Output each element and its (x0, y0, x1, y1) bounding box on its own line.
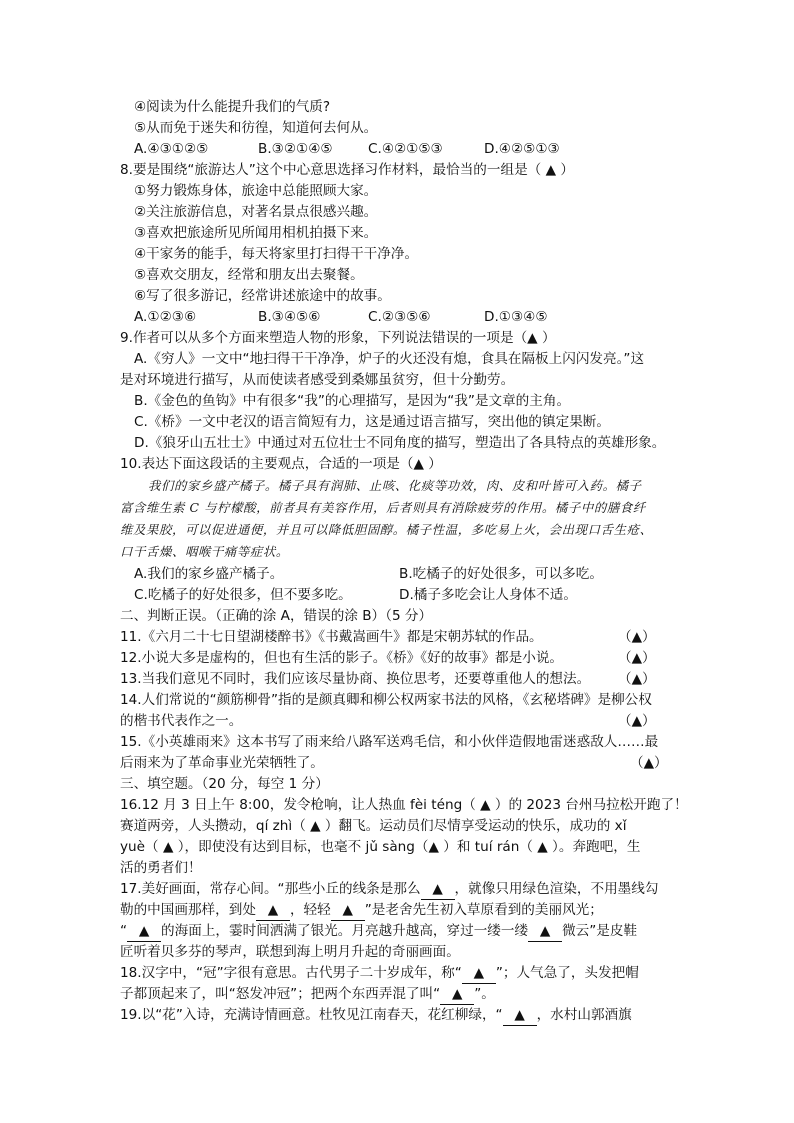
q18-text: 18.汉字中，“冠”字很有意思。古代男子二十岁成年，称“ (120, 965, 462, 981)
q8-option-b[interactable]: B.③④⑤⑥ (258, 309, 321, 325)
q10-option-d[interactable]: D.橘子多吃会让人身体不适。 (399, 587, 577, 603)
q9-option-a[interactable]: A.《穷人》一文中“地扫得干干净净，炉子的火还没有熄，食具在隔板上闪闪发亮。”这 (134, 351, 645, 367)
q17-line-2 (120, 900, 603, 921)
q17-text: 17.美好画面，常存心间。“那些小丘的线条是那么 (120, 881, 421, 897)
q18-line-1 (120, 963, 639, 984)
q9-stem: 9.作者可以从多个方面来塑造人物的形象，下列说法错误的一项是（▲ ） (120, 330, 556, 346)
q17-blank-2[interactable]: ▲ (256, 900, 290, 921)
q8-item-4: ④干家务的能手，每天将家里打扫得干干净净。 (134, 246, 419, 262)
q9-option-d[interactable]: D.《狼牙山五壮士》中通过对五位壮士不同角度的描写，塑造出了各具特点的英雄形象。 (134, 435, 666, 451)
q10-passage-line-4: 口干舌燥、咽喉干痛等症状。 (120, 544, 289, 559)
q17-text: 的海面上，霎时间洒满了银光。月亮越升越高，穿过一缕一缕 (161, 923, 529, 939)
section-3-title: 三、填空题。（20 分，每空 1 分） (120, 776, 329, 792)
q16-line-1: 16.12 月 3 日上午 8:00，发令枪响，让人热血 fèi téng（ ▲ ）的 2023 台州马拉松开跑了！ (120, 797, 688, 813)
q8-stem: 8.要是围绕“旅游达人”这个中心意思选择习作材料，最恰当的一组是（ ▲ ） (120, 162, 574, 178)
q7-item-4: ④阅读为什么能提升我们的气质? (134, 99, 331, 115)
q10-passage-line-3: 维及果胶，可以促进通便，并且可以降低胆固醇。橘子性温，多吃易上火，会出现口舌生疮、 (120, 522, 653, 537)
q17-line-3 (120, 921, 637, 942)
q7-option-a[interactable]: A.④③①②⑤ (134, 141, 209, 157)
q7-option-d[interactable]: D.④②⑤①③ (484, 141, 560, 157)
q8-item-3: ③喜欢把旅途所见所闻用相机拍摄下来。 (134, 225, 378, 241)
q17-blank-4[interactable]: ▲ (127, 921, 161, 942)
q11-answer-mark[interactable]: （▲） (618, 629, 656, 645)
q7-item-5: ⑤从而免于迷失和彷徨，知道何去何从。 (134, 120, 378, 136)
q18-text: ”；人气急了，头发把帽 (495, 965, 639, 981)
q10-option-a[interactable]: A.我们的家乡盛产橘子。 (134, 566, 284, 582)
q19-blank-1[interactable]: ▲ (503, 1005, 537, 1026)
q17-blank-1[interactable]: ▲ (421, 879, 455, 900)
q9-option-c[interactable]: C.《桥》一文中老汉的语言简短有力，这是通过语言描写，突出他的镇定果断。 (134, 414, 610, 430)
q15-text: 15.《小英雄雨来》这本书写了雨来给八路军送鸡毛信，和小伙伴造假地雷迷惑敌人……最 (120, 734, 659, 750)
q17-line-1 (120, 879, 658, 900)
q11-text: 11.《六月二十七日望湖楼醉书》《书戴嵩画牛》都是宋朝苏轼的作品。 (120, 629, 543, 645)
section-2-title: 二、判断正误。（正确的涂 A，错误的涂 B）（5 分） (120, 608, 433, 624)
q17-blank-3[interactable]: ▲ (331, 900, 365, 921)
q17-text: 勒的中国画那样，到处 (120, 902, 256, 918)
q16-line-4: 活的勇者们！ (120, 860, 202, 876)
q13-text: 13.当我们意见不同时，我们应该尽量协商、换位思考，还要尊重他人的想法。 (120, 671, 591, 687)
q15-text-cont: 后雨来为了革命事业光荣牺牲了。 (120, 755, 324, 771)
q12-answer-mark[interactable]: （▲） (618, 650, 656, 666)
q17-blank-5[interactable]: ▲ (528, 921, 562, 942)
q10-passage-line-1: 我们的家乡盛产橘子。橘子具有润肺、止咳、化痰等功效，肉、皮和叶皆可入药。橘子 (148, 478, 642, 493)
q7-option-b[interactable]: B.③②①④⑤ (258, 141, 333, 157)
q10-stem: 10.表达下面这段话的主要观点，合适的一项是（▲ ） (120, 456, 442, 472)
q17-text: ”是老舍先生初入草原看到的美丽风光； (364, 902, 603, 918)
q18-line-2 (120, 984, 495, 1005)
q10-option-c[interactable]: C.吃橘子的好处很多，但不要多吃。 (134, 587, 352, 603)
q9-option-a-cont: 是对环境进行描写，从而使读者感受到桑娜虽贫穷，但十分勤劳。 (120, 372, 515, 388)
q10-passage-line-2: 富含维生素 C 与柠檬酸，前者具有美容作用，后者则具有消除疲劳的作用。橘子中的膳食纤 (120, 500, 646, 515)
q8-item-1: ①努力锻炼身体，旅途中总能照顾大家。 (134, 183, 378, 199)
q16-line-2: 赛道两旁，人头攒动，qí zhì（ ▲ ）翻飞。运动员们尽情享受运动的快乐，成功的 xǐ (120, 818, 627, 834)
q8-item-6: ⑥写了很多游记，经常讲述旅途中的故事。 (134, 288, 391, 304)
q17-line-4: 匠听着贝多芬的琴声，联想到海上明月升起的奇丽画面。 (120, 944, 460, 960)
q15-answer-mark[interactable]: （▲） (630, 755, 668, 771)
q12-text: 12.小说大多是虚构的，但也有生活的影子。《桥》《好的故事》都是小说。 (120, 650, 564, 666)
q13-answer-mark[interactable]: （▲） (618, 671, 656, 687)
q7-option-c[interactable]: C.④②①⑤③ (368, 141, 443, 157)
q14-text: 14.人们常说的“颜筋柳骨”指的是颜真卿和柳公权两家书法的风格，《玄秘塔碑》是柳公权 (120, 692, 652, 708)
q14-answer-mark[interactable]: （▲） (618, 713, 656, 729)
q9-option-b[interactable]: B.《金色的鱼钩》中有很多“我”的心理描写，是因为“我”是文章的主角。 (134, 393, 571, 409)
q18-blank-1[interactable]: ▲ (462, 963, 496, 984)
q18-blank-2[interactable]: ▲ (440, 984, 474, 1005)
q17-text: “ (120, 923, 128, 939)
q8-option-a[interactable]: A.①②③⑥ (134, 309, 197, 325)
q8-item-2: ②关注旅游信息，对著名景点很感兴趣。 (134, 204, 378, 220)
q14-text-cont: 的楷书代表作之一。 (120, 713, 243, 729)
q17-text: ，就像只用绿色渲染，不用墨线勾 (454, 881, 659, 897)
q19-text: ，水村山郭酒旗 (536, 1007, 632, 1023)
q8-option-d[interactable]: D.①③④⑤ (484, 309, 548, 325)
q10-option-b[interactable]: B.吃橘子的好处很多，可以多吃。 (399, 566, 603, 582)
q16-line-3: yuè（ ▲ ），即使没有达到目标，也毫不 jǔ sàng（▲ ）和 tuí rán（ ▲ ）。奔跑吧，生 (120, 839, 641, 855)
q18-text: 子都顶起来了，叫“怒发冲冠”；把两个东西弄混了叫“ (120, 986, 441, 1002)
q19-text: 19.以“花”入诗，充满诗情画意。杜牧见江南春天，花红柳绿，“ (120, 1007, 503, 1023)
q17-text: 微云”是皮鞋 (562, 923, 638, 939)
q17-text: ，轻轻 (289, 902, 331, 918)
q18-text: ”。 (474, 986, 495, 1002)
q19-line-1 (120, 1005, 632, 1026)
q8-option-c[interactable]: C.②③⑤⑥ (368, 309, 431, 325)
q8-item-5: ⑤喜欢交朋友，经常和朋友出去聚餐。 (134, 267, 364, 283)
